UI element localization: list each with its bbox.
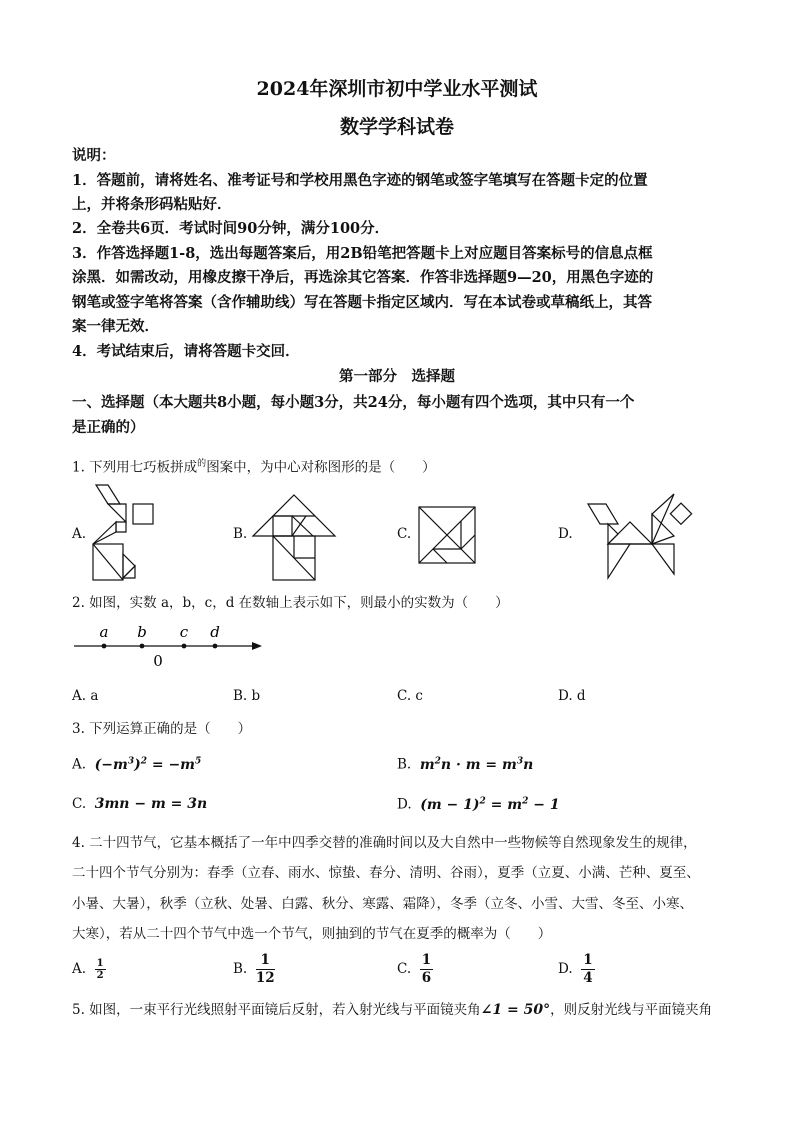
q4-option-b: B. $\frac{1}{12}$ (233, 952, 275, 986)
question-4-line-4: 大寒），若从二十四个节气中选一个节气，则抽到的节气在夏季的概率为（ ） (72, 926, 552, 942)
q4-option-d: D. $\frac{1}{4}$ (558, 952, 593, 986)
number-line-zero-label: 0 (153, 652, 163, 670)
section-one-line-1: 一、选择题（本大题共8小题，每小题3分，共24分，每小题有四个选项，其中只有一个 (72, 394, 635, 411)
instruction-3-line-3: 钢笔或签字笔将答案（含作辅助线）写在答题卡指定区域内．写在本试卷或草稿纸上，其答 (72, 294, 652, 311)
q3-option-b: B. $m^2n \cdot m = m^3n$ (397, 756, 534, 773)
instruction-1-line-1: 1．答题前，请将姓名、准考证号和学校用黑色字迹的钢笔或签字笔填写在答题卡定的位置 (72, 172, 648, 189)
instruction-4: 4．考试结束后，请将答题卡交回． (72, 343, 300, 360)
question-4-line-3: 小暑、大暑），秋季（立秋、处暑、白露、秋分、寒露、霜降），冬季（立冬、小雪、大雪、冬至、小寒、 (72, 896, 693, 912)
q3-option-d: D. $(m - 1)^2 = m^2 - 1$ (397, 796, 560, 813)
q1-option-c-tangram-figure (418, 506, 476, 564)
q3-option-a: A. $(-m^3)^2 = -m^5$ (72, 756, 202, 773)
q1-option-a-label: A. (72, 526, 87, 542)
q2-option-d: D. d (558, 688, 586, 704)
q1-option-d-label: D. (558, 526, 573, 542)
q2-option-a: A. a (72, 688, 99, 704)
instructions-heading: 说明： (72, 147, 116, 164)
number-line-label-b: b (137, 623, 147, 641)
question-3-text: 3. 下列运算正确的是（ ） (72, 721, 252, 737)
number-line-point-d (213, 644, 218, 649)
q1-option-b-tangram-figure (251, 493, 337, 583)
instruction-1-line-2: 上，并将条形码粘贴好． (72, 196, 232, 213)
question-4-line-1: 4. 二十四节气，它基本概括了一年中四季交替的准确时间以及大自然中一些物候等自然现象发生的规律， (72, 835, 697, 851)
q1-option-a-tangram-figure (88, 480, 160, 586)
question-2-text: 2. 如图，实数 a，b，c，d 在数轴上表示如下，则最小的实数为（ ） (72, 595, 509, 611)
q2-number-line (72, 622, 268, 672)
q2-option-c: C. c (397, 688, 423, 704)
number-line-label-c: c (179, 623, 189, 641)
question-5-text: 5. 如图，一束平行光线照射平面镜后反射，若入射光线与平面镜夹角∠1 = 50°，则反射光线与平面镜夹角 (72, 1002, 713, 1018)
q2-option-b: B. b (233, 688, 261, 704)
q3-option-c: C. 3mn − m = 3n (72, 796, 208, 812)
exam-title: 2024年深圳市初中学业水平测试 (256, 78, 538, 100)
section-one-line-2: 是正确的） (72, 419, 145, 436)
number-line-point-b (140, 644, 145, 649)
number-line-label-d: d (210, 623, 220, 641)
number-line-point-c (182, 644, 187, 649)
exam-subtitle: 数学学科试卷 (339, 116, 454, 138)
instruction-3-line-4: 案一律无效． (72, 318, 159, 335)
q4-option-a: A. $\frac{1}{2}$ (72, 958, 104, 981)
q1-option-d-tangram-figure (580, 486, 705, 582)
question-4-line-2: 二十四个节气分别为：春季（立春、雨水、惊蛰、春分、清明、谷雨），夏季（立夏、小满、芒种、夏至、 (72, 865, 700, 881)
part-one-heading: 第一部分 选择题 (339, 368, 455, 385)
number-line-point-a (102, 644, 107, 649)
instruction-3-line-1: 3．作答选择题1-8，选出每题答案后，用2B铅笔把答题卡上对应题目答案标号的信息点框 (72, 245, 653, 262)
q4-option-c: C. $\frac{1}{6}$ (397, 952, 432, 986)
q1-option-c-label: C. (397, 526, 412, 542)
instruction-2: 2．全卷共6页．考试时间90分钟，满分100分． (72, 220, 390, 237)
question-1-text: 1. 下列用七巧板拼成$^的$图案中，为中心对称图形的是（ ） (72, 459, 436, 476)
instruction-3-line-2: 涂黑．如需改动，用橡皮擦干净后，再选涂其它答案．作答非选择题9—20，用黑色字迹的 (72, 269, 654, 286)
q1-option-b-label: B. (233, 526, 248, 542)
number-line-label-a: a (99, 623, 109, 641)
